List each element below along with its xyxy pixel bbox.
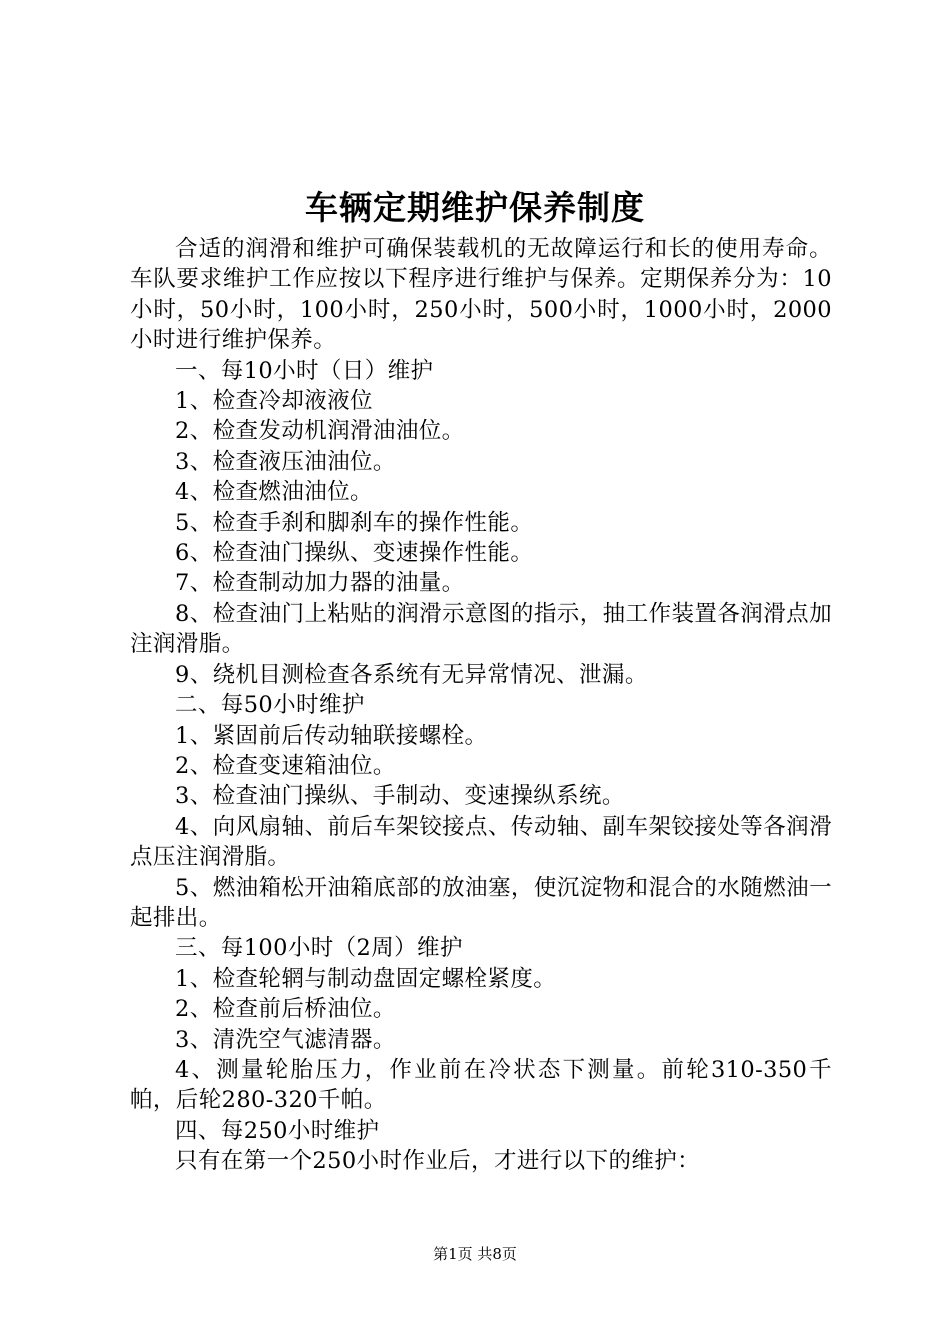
list-item: 4、检查燃油油位。: [175, 479, 373, 506]
section-heading-250h: 四、每250小时维护: [175, 1117, 380, 1144]
list-item: 8、检查油门上粘贴的润滑示意图的指示，抽工作装置各润滑点加注润滑脂。: [130, 600, 832, 658]
section-heading-50h: 二、每50小时维护: [175, 692, 365, 719]
paragraph-intro: 合适的润滑和维护可确保装载机的无故障运行和长的使用寿命。车队要求维护工作应按以下程序进行维护与保养。定期保养分为：10小时，50小时，100小时，250小时，500小时，1000小时，2000小时进行维护保养。: [130, 236, 832, 354]
paragraph-250h-note: 只有在第一个250小时作业后，才进行以下的维护：: [175, 1148, 701, 1175]
list-item: 1、检查冷却液液位: [175, 388, 373, 415]
document-body: [130, 234, 832, 1177]
list-item: 9、绕机目测检查各系统有无异常情况、泄漏。: [175, 661, 648, 688]
list-item: 2、检查前后桥油位。: [175, 996, 396, 1023]
section-heading-100h: 三、每100小时（2周）维护: [175, 935, 463, 962]
list-item: 4、测量轮胎压力，作业前在冷状态下测量。前轮310-350千帕，后轮280-320千帕。: [130, 1056, 832, 1114]
document-title: 车辆定期维护保养制度: [305, 188, 645, 227]
list-item: 4、向风扇轴、前后车架铰接点、传动轴、副车架铰接处等各润滑点压注润滑脂。: [130, 813, 832, 871]
list-item: 2、检查发动机润滑油油位。: [175, 418, 465, 445]
list-item: 1、紧固前后传动轴联接螺栓。: [175, 722, 488, 749]
list-item: 5、检查手刹和脚刹车的操作性能。: [175, 509, 534, 536]
page-number-footer: 第1页 共8页: [433, 1245, 517, 1263]
list-item: 1、检查轮辋与制动盘固定螺栓紧度。: [175, 965, 557, 992]
section-heading-10h: 一、每10小时（日）维护: [175, 357, 434, 384]
list-item: 3、检查油门操纵、手制动、变速操纵系统。: [175, 783, 625, 810]
list-item: 5、燃油箱松开油箱底部的放油塞，使沉淀物和混合的水随燃油一起排出。: [130, 874, 832, 931]
list-item: 6、检查油门操纵、变速操作性能。: [175, 540, 534, 567]
list-item: 3、检查液压油油位。: [175, 448, 396, 475]
list-item: 2、检查变速箱油位。: [175, 752, 396, 779]
list-item: 7、检查制动加力器的油量。: [175, 570, 465, 597]
list-item: 3、清洗空气滤清器。: [175, 1026, 396, 1053]
